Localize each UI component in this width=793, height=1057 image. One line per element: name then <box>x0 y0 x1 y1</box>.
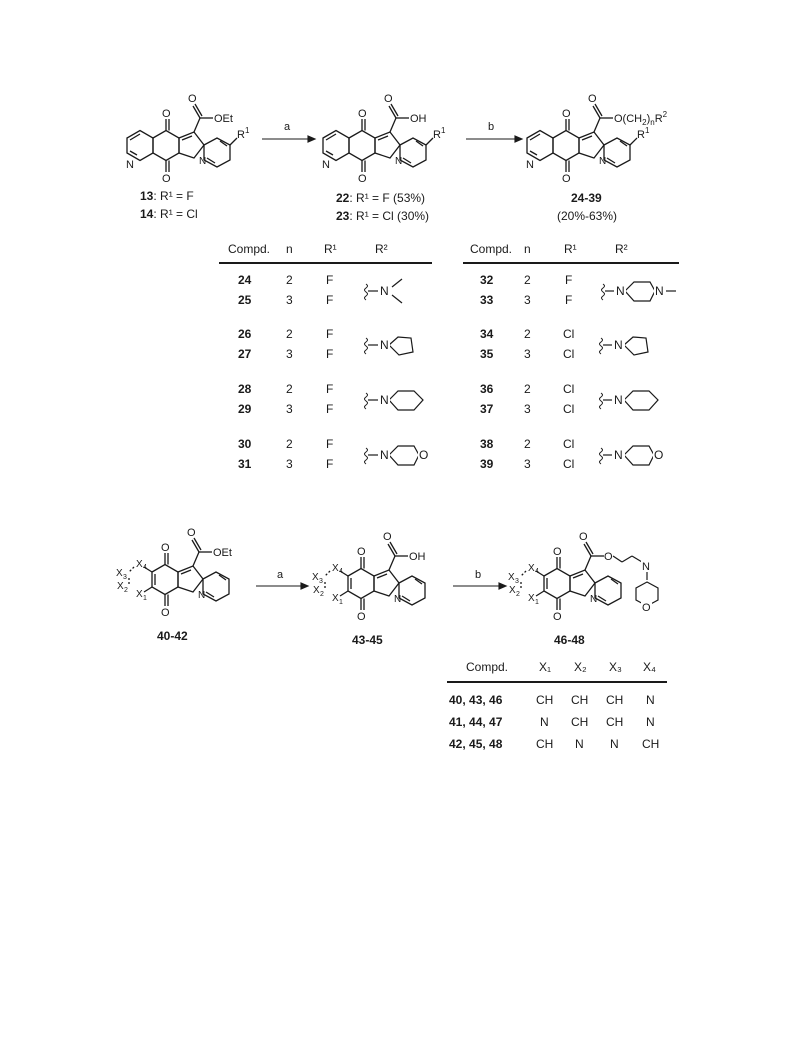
svg-text:O: O <box>588 93 597 105</box>
table-row-compd: 25 <box>238 293 252 307</box>
label-compound-40-42: 40-42 <box>157 629 188 643</box>
table-row-x1: N <box>540 715 549 729</box>
table-row-r1: F <box>326 437 334 451</box>
table-row-n: 2 <box>524 327 531 341</box>
svg-text:O: O <box>358 173 367 185</box>
svg-text:O: O <box>357 546 366 558</box>
table-row-r1: Cl <box>563 347 575 361</box>
table2-header-compd: Compd. <box>466 660 509 674</box>
svg-text:O: O <box>562 173 571 185</box>
table2-header-x2: X₂ <box>574 660 587 674</box>
table-row-r1: Cl <box>563 382 575 396</box>
table-row-n: 2 <box>524 273 531 287</box>
svg-text:N: N <box>642 561 650 573</box>
arrow-a1-label: a <box>284 121 291 133</box>
table-row-n: 3 <box>286 347 293 361</box>
svg-text:N: N <box>614 448 623 462</box>
svg-text:N: N <box>198 590 206 601</box>
svg-text:R: R <box>433 129 441 141</box>
table-row-r1: F <box>326 293 334 307</box>
label-compound-46-48: 46-48 <box>554 633 585 647</box>
label-compound-24-39: 24-39 <box>571 191 602 205</box>
svg-text:R: R <box>237 129 245 141</box>
table-row-x2: CH <box>571 693 589 707</box>
table-row-r1: F <box>326 273 334 287</box>
table-row-compd: 33 <box>480 293 494 307</box>
svg-text:N: N <box>380 393 389 407</box>
label-compound-22: 22: R¹ = F (53%) <box>336 191 426 205</box>
table2-header-x1: X₁ <box>539 660 552 674</box>
svg-text:O: O <box>357 611 366 623</box>
table-row-r1: F <box>565 273 573 287</box>
svg-text:N: N <box>380 284 389 298</box>
table-row-n: 3 <box>524 402 531 416</box>
table-row-compd: 35 <box>480 347 494 361</box>
table-row-compd: 36 <box>480 382 494 396</box>
svg-text:O: O <box>358 108 367 120</box>
svg-text:O: O <box>562 108 571 120</box>
label-compound-43-45: 43-45 <box>352 633 383 647</box>
table-row-compd: 30 <box>238 437 252 451</box>
table-row-x3: CH <box>606 693 624 707</box>
svg-text:N: N <box>199 156 207 167</box>
table-row-r1: F <box>326 382 334 396</box>
table1-right-header-compd: Compd. <box>470 242 513 256</box>
table1-left-header-r1: R¹ <box>324 242 337 256</box>
table-row-compd: 31 <box>238 457 252 471</box>
svg-text:N: N <box>655 284 664 298</box>
table-row-compd: 34 <box>480 327 494 341</box>
table-row-r1: F <box>326 457 334 471</box>
svg-text:N: N <box>380 338 389 352</box>
arrow-b2-label: b <box>475 569 482 581</box>
svg-text:O: O <box>162 108 171 120</box>
svg-text:N: N <box>126 159 134 171</box>
table-row-r1: Cl <box>563 457 575 471</box>
svg-text:O: O <box>553 611 562 623</box>
table1-left-header-compd: Compd. <box>228 242 271 256</box>
table2-rule <box>447 681 667 683</box>
table-row-x3: N <box>610 737 619 751</box>
table-row-x2: CH <box>571 715 589 729</box>
reaction-arrow-b2 <box>453 583 506 589</box>
table-row-compd: 41, 44, 47 <box>449 715 503 729</box>
table-row-r1: F <box>565 293 573 307</box>
label-compound-14: 14: R¹ = Cl <box>140 207 198 221</box>
svg-text:O: O <box>654 448 664 462</box>
table1-left-header-n: n <box>286 242 293 256</box>
table1-right-header-r1: R¹ <box>564 242 577 256</box>
table-row-n: 3 <box>286 402 293 416</box>
label-compound-13: 13: R¹ = F <box>140 189 194 203</box>
table-row-r1: Cl <box>563 327 575 341</box>
label-compound-23: 23: R¹ = Cl (30%) <box>336 209 430 223</box>
svg-text:O: O <box>188 93 197 105</box>
svg-text:N: N <box>590 594 598 605</box>
svg-text:O: O <box>553 546 562 558</box>
table1-left-header-r2: R² <box>375 242 388 256</box>
table-row-compd: 26 <box>238 327 252 341</box>
table-row-r1: Cl <box>563 402 575 416</box>
table-row-x2: N <box>575 737 584 751</box>
svg-text:N: N <box>322 159 330 171</box>
svg-text:1: 1 <box>441 126 446 135</box>
table-row-n: 2 <box>524 382 531 396</box>
table1-r2-structures <box>0 260 793 490</box>
scheme2-structures: X 1 O O N O OEt O O N O OH O O N O O N O a b <box>0 520 793 660</box>
table1-right-header-n: n <box>524 242 531 256</box>
table-row-compd: 38 <box>480 437 494 451</box>
table-row-x1: CH <box>536 693 554 707</box>
table-row-n: 3 <box>524 457 531 471</box>
svg-text:N: N <box>599 156 607 167</box>
svg-text:R: R <box>637 129 645 141</box>
label-yield-24-39: (20%-63%) <box>557 209 618 223</box>
table-row-r1: Cl <box>563 437 575 451</box>
table-row-n: 3 <box>524 293 531 307</box>
svg-text:N: N <box>616 284 625 298</box>
reaction-arrow-a2 <box>256 583 308 589</box>
table-row-compd: 37 <box>480 402 494 416</box>
table-row-n: 2 <box>286 327 293 341</box>
table-row-r1: F <box>326 347 334 361</box>
table-row-compd: 32 <box>480 273 494 287</box>
table-row-x4: CH <box>642 737 660 751</box>
table-row-compd: 40, 43, 46 <box>449 693 503 707</box>
acid2-oh: OH <box>409 551 426 563</box>
table-row-n: 2 <box>286 382 293 396</box>
table-row-n: 3 <box>286 293 293 307</box>
svg-text:1: 1 <box>245 126 250 135</box>
table-row-x4: N <box>646 693 655 707</box>
svg-text:O: O <box>161 607 170 619</box>
table-row-compd: 39 <box>480 457 494 471</box>
svg-text:O: O <box>604 551 613 563</box>
table-row-compd: 28 <box>238 382 252 396</box>
table-row-r1: F <box>326 327 334 341</box>
svg-text:O: O <box>419 448 429 462</box>
table-row-x1: CH <box>536 737 554 751</box>
table-row-x3: CH <box>606 715 624 729</box>
table-row-r1: F <box>326 402 334 416</box>
table-row-n: 3 <box>286 457 293 471</box>
table-row-compd: 29 <box>238 402 252 416</box>
sm2-ethoxy: OEt <box>213 547 232 559</box>
table-row-n: 2 <box>286 437 293 451</box>
svg-text:N: N <box>614 338 623 352</box>
svg-text:O: O <box>579 531 588 543</box>
table-row-n: 2 <box>524 437 531 451</box>
table-row-n: 3 <box>524 347 531 361</box>
table-row-compd: 27 <box>238 347 252 361</box>
svg-text:O(CH2)nR2: $O(CH_2)_nR^2$ <box>614 110 668 127</box>
table-row-compd: 42, 45, 48 <box>449 737 503 751</box>
sm-ethoxy: OEt <box>214 113 233 125</box>
table1-right-header-r2: R² <box>615 242 628 256</box>
svg-text:O: O <box>187 527 196 539</box>
svg-text:O: O <box>161 542 170 554</box>
acid-oh: OH <box>410 113 427 125</box>
svg-text:O: O <box>384 93 393 105</box>
svg-text:O: O <box>642 602 651 614</box>
table-row-n: 2 <box>286 273 293 287</box>
reaction-arrow-a1 <box>262 136 315 142</box>
svg-text:O: O <box>383 531 392 543</box>
arrow-b1-label: b <box>488 121 495 133</box>
svg-text:N: N <box>394 594 402 605</box>
table2-header-x3: X₃ <box>609 660 622 674</box>
svg-text:N: N <box>614 393 623 407</box>
reaction-arrow-b1 <box>466 136 522 142</box>
table-row-compd: 24 <box>238 273 252 287</box>
svg-text:1: 1 <box>645 126 650 135</box>
svg-text:N: N <box>380 448 389 462</box>
svg-text:N: N <box>395 156 403 167</box>
table-row-x4: N <box>646 715 655 729</box>
svg-text:N: N <box>526 159 534 171</box>
table2-header-x4: X₄ <box>643 660 656 674</box>
arrow-a2-label: a <box>277 569 284 581</box>
svg-text:O: O <box>162 173 171 185</box>
